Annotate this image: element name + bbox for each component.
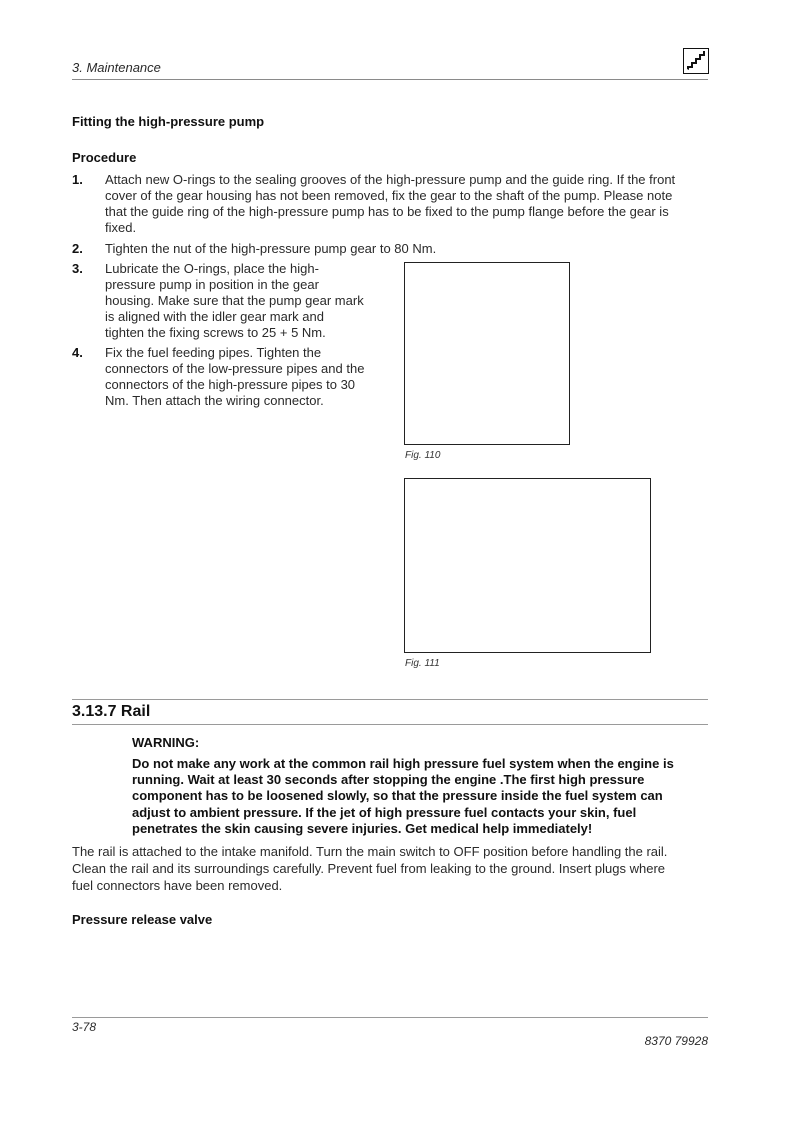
step-text-line: is aligned with the idler gear mark and (105, 309, 324, 324)
figure-111-frame (404, 478, 651, 653)
warning-line: running. Wait at least 30 seconds after stopping the engine .The first high pressure (132, 772, 645, 788)
header-rule (72, 79, 708, 80)
procedure-step (72, 241, 708, 257)
step-number: 3. (72, 261, 83, 276)
step-text-line: Tighten the nut of the high-pressure pump gear to 80 Nm. (105, 241, 437, 256)
staircase-logo-icon (683, 48, 709, 74)
step-text-line: pressure pump in position in the gear (105, 277, 319, 292)
step-text-line: Attach new O-rings to the sealing grooves of the high-pressure pump and the guide ring. If the front (105, 172, 676, 187)
section-rule-bottom (72, 724, 708, 725)
warning-title: WARNING: (132, 735, 200, 750)
step-number: 2. (72, 241, 83, 256)
step-text-line: tighten the fixing screws to 25 + 5 Nm. (105, 325, 326, 340)
warning-line: adjust to ambient pressure. If the jet of high pressure fuel contacts your skin, fuel (132, 804, 637, 820)
step-text-line: that the guide ring of the high-pressure pump has to be fixed to the pump flange before the gear is (105, 204, 669, 219)
warning-line: component has to be loosened slowly, so that the pressure inside the fuel system can (132, 788, 663, 804)
step-text-line: Nm. Then attach the wiring connector. (105, 393, 324, 408)
body-line: The rail is attached to the intake manifold. Turn the main switch to OFF position before handling the rail. (72, 844, 668, 859)
document-number: 8370 79928 (644, 1034, 708, 1048)
step-number: 4. (72, 345, 83, 360)
page-number: 3-78 (72, 1020, 97, 1034)
warning-line: Do not make any work at the common rail high pressure fuel system when the engine is (132, 756, 674, 771)
body-line: fuel connectors have been removed. (72, 878, 283, 893)
header-section-title: 3. Maintenance (72, 60, 161, 75)
figure-caption: Fig. 110 (405, 450, 441, 461)
procedure-step (72, 261, 392, 343)
footer-rule (72, 1017, 708, 1018)
rail-body-text (72, 843, 702, 894)
step-text-line: housing. Make sure that the pump gear mark (105, 293, 364, 308)
procedure-step (72, 172, 708, 238)
procedure-step (72, 345, 392, 411)
step-text-line: cover of the gear housing has not been removed, fix the gear to the shaft of the pump. Please note (105, 188, 673, 203)
warning-text (132, 756, 702, 837)
body-line: Clean the rail and its surroundings carefully. Prevent fuel from leaking to the ground. Insert plugs where (72, 861, 666, 876)
procedure-title: Procedure (72, 150, 137, 165)
step-text-line: Lubricate the O-rings, place the high- (105, 261, 319, 276)
step-text-line: connectors of the high-pressure pipes to 30 (105, 377, 356, 392)
rail-heading: 3.13.7 Rail (72, 703, 151, 720)
figure-caption: Fig. 111 (405, 658, 440, 669)
step-text-line: fixed. (105, 220, 137, 235)
warning-line: penetrates the skin causing severe injuries. Get medical help immediately! (132, 820, 593, 836)
pressure-release-valve-heading: Pressure release valve (72, 912, 213, 927)
step-text-line: connectors of the low-pressure pipes and the (105, 361, 365, 376)
section-title: Fitting the high-pressure pump (72, 114, 265, 129)
figure-110-frame (404, 262, 570, 445)
step-number: 1. (72, 172, 83, 187)
section-rule-top (72, 699, 708, 700)
step-text-line: Fix the fuel feeding pipes. Tighten the (105, 345, 322, 360)
